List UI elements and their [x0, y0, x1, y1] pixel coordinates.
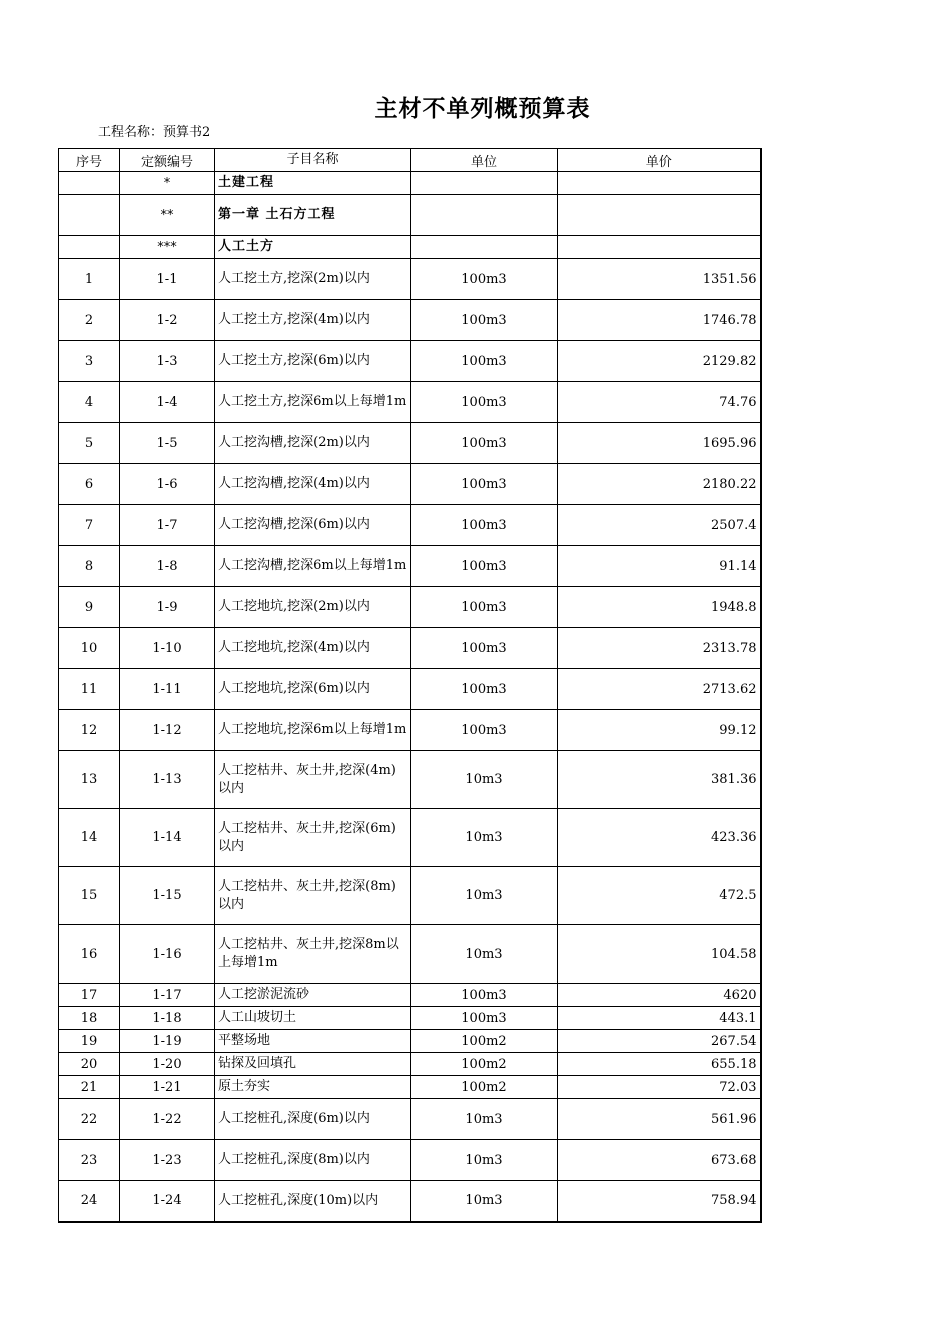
header-price: 单价 [558, 149, 761, 172]
row-price: 758.94 [558, 1181, 761, 1222]
table-row [59, 587, 761, 628]
row-code: 1-6 [120, 464, 215, 505]
table-row [59, 464, 761, 505]
row-price: 423.36 [558, 809, 761, 867]
row-name: 人工挖桩孔,深度(8m)以内 [215, 1140, 411, 1181]
row-name: 人工挖沟槽,挖深6m以上每增1m [215, 546, 411, 587]
row-price: 74.76 [558, 382, 761, 423]
row-no: 22 [59, 1099, 120, 1140]
row-no: 3 [59, 341, 120, 382]
row-unit: 100m3 [411, 423, 558, 464]
row-code: 1-22 [120, 1099, 215, 1140]
row-code: 1-11 [120, 669, 215, 710]
row-code: 1-8 [120, 546, 215, 587]
project-name: 工程名称：预算书2 [98, 125, 211, 140]
row-price: 2713.62 [558, 669, 761, 710]
table-row [59, 925, 761, 984]
row-unit: 100m3 [411, 1007, 558, 1030]
row-unit: 10m3 [411, 1099, 558, 1140]
row-unit: 100m2 [411, 1053, 558, 1076]
header-unit: 单位 [411, 149, 558, 172]
row-no: 19 [59, 1030, 120, 1053]
row-name: 人工挖枯井、灰土井,挖深(8m)以内 [215, 867, 411, 925]
row-no: 17 [59, 984, 120, 1007]
row-price: 561.96 [558, 1099, 761, 1140]
row-code: 1-1 [120, 259, 215, 300]
row-no: 7 [59, 505, 120, 546]
row-price: 267.54 [558, 1030, 761, 1053]
row-no: 11 [59, 669, 120, 710]
row-unit: 100m3 [411, 710, 558, 751]
row-price: 673.68 [558, 1140, 761, 1181]
table-row [59, 1076, 761, 1099]
row-unit: 10m3 [411, 751, 558, 809]
row-no: 6 [59, 464, 120, 505]
row-price: 1695.96 [558, 423, 761, 464]
table-row [59, 1140, 761, 1181]
row-unit: 100m3 [411, 464, 558, 505]
table-row [59, 1099, 761, 1140]
row-code: 1-14 [120, 809, 215, 867]
row-price: 2507.4 [558, 505, 761, 546]
table-row [59, 628, 761, 669]
row-price: 443.1 [558, 1007, 761, 1030]
page-title: 主材不单列概预算表 [374, 96, 591, 122]
row-unit: 100m3 [411, 300, 558, 341]
row-name: 人工挖枯井、灰土井,挖深8m以上每增1m [215, 925, 411, 984]
row-price: 1948.8 [558, 587, 761, 628]
row-no: 10 [59, 628, 120, 669]
table-row [59, 1181, 761, 1222]
row-code: 1-3 [120, 341, 215, 382]
table-row [59, 1030, 761, 1053]
row-no: 16 [59, 925, 120, 984]
section-name: 土建工程 [215, 172, 411, 195]
row-unit: 100m3 [411, 587, 558, 628]
table-row [59, 867, 761, 925]
row-name: 人工山坡切土 [215, 1007, 411, 1030]
row-code: 1-18 [120, 1007, 215, 1030]
row-code: 1-13 [120, 751, 215, 809]
row-no: 13 [59, 751, 120, 809]
table-row [59, 341, 761, 382]
row-code: 1-7 [120, 505, 215, 546]
row-code: 1-23 [120, 1140, 215, 1181]
row-unit: 10m3 [411, 809, 558, 867]
table-row [59, 984, 761, 1007]
row-price: 2129.82 [558, 341, 761, 382]
header-code: 定额编号 [120, 149, 215, 172]
row-unit: 100m3 [411, 546, 558, 587]
row-unit: 100m3 [411, 669, 558, 710]
row-name: 人工挖沟槽,挖深(2m)以内 [215, 423, 411, 464]
row-price: 99.12 [558, 710, 761, 751]
row-no: 12 [59, 710, 120, 751]
section-row [59, 236, 761, 259]
table-row [59, 300, 761, 341]
row-no: 1 [59, 259, 120, 300]
table-row [59, 505, 761, 546]
row-unit: 10m3 [411, 1140, 558, 1181]
row-name: 人工挖沟槽,挖深(4m)以内 [215, 464, 411, 505]
row-unit: 100m3 [411, 259, 558, 300]
row-price: 104.58 [558, 925, 761, 984]
table-row [59, 546, 761, 587]
row-unit: 100m2 [411, 1076, 558, 1099]
row-unit: 10m3 [411, 1181, 558, 1222]
row-unit: 10m3 [411, 867, 558, 925]
budget-table [58, 148, 762, 1223]
row-name: 人工挖地坑,挖深(4m)以内 [215, 628, 411, 669]
section-name: 第一章 土石方工程 [215, 195, 411, 236]
row-code: 1-21 [120, 1076, 215, 1099]
row-name: 人工挖土方,挖深(4m)以内 [215, 300, 411, 341]
row-price: 381.36 [558, 751, 761, 809]
row-name: 人工挖桩孔,深度(6m)以内 [215, 1099, 411, 1140]
row-code: 1-16 [120, 925, 215, 984]
row-code: 1-5 [120, 423, 215, 464]
row-name: 钻探及回填孔 [215, 1053, 411, 1076]
row-name: 平整场地 [215, 1030, 411, 1053]
row-no: 18 [59, 1007, 120, 1030]
row-code: 1-2 [120, 300, 215, 341]
section-code: * [120, 172, 215, 195]
row-unit: 100m3 [411, 341, 558, 382]
header-name: 子目名称 [215, 149, 411, 172]
row-price: 91.14 [558, 546, 761, 587]
row-no: 4 [59, 382, 120, 423]
row-code: 1-17 [120, 984, 215, 1007]
row-no: 8 [59, 546, 120, 587]
row-name: 人工挖淤泥流砂 [215, 984, 411, 1007]
section-row [59, 172, 761, 195]
section-row [59, 195, 761, 236]
row-name: 原土夯实 [215, 1076, 411, 1099]
row-price: 1351.56 [558, 259, 761, 300]
row-no: 2 [59, 300, 120, 341]
row-unit: 100m3 [411, 984, 558, 1007]
row-code: 1-10 [120, 628, 215, 669]
row-name: 人工挖枯井、灰土井,挖深(6m)以内 [215, 809, 411, 867]
row-code: 1-12 [120, 710, 215, 751]
row-no: 20 [59, 1053, 120, 1076]
row-price: 655.18 [558, 1053, 761, 1076]
row-no: 5 [59, 423, 120, 464]
row-unit: 100m3 [411, 628, 558, 669]
table-row [59, 809, 761, 867]
table-row [59, 382, 761, 423]
row-unit: 100m3 [411, 505, 558, 546]
row-no: 21 [59, 1076, 120, 1099]
row-name: 人工挖枯井、灰土井,挖深(4m)以内 [215, 751, 411, 809]
row-price: 2313.78 [558, 628, 761, 669]
row-price: 1746.78 [558, 300, 761, 341]
row-name: 人工挖地坑,挖深6m以上每增1m [215, 710, 411, 751]
row-unit: 10m3 [411, 925, 558, 984]
table-row [59, 423, 761, 464]
row-no: 23 [59, 1140, 120, 1181]
row-price: 72.03 [558, 1076, 761, 1099]
section-code: *** [120, 236, 215, 259]
row-unit: 100m3 [411, 382, 558, 423]
row-no: 24 [59, 1181, 120, 1222]
row-code: 1-9 [120, 587, 215, 628]
row-no: 9 [59, 587, 120, 628]
row-name: 人工挖土方,挖深(6m)以内 [215, 341, 411, 382]
section-name: 人工土方 [215, 236, 411, 259]
row-name: 人工挖地坑,挖深(2m)以内 [215, 587, 411, 628]
row-unit: 100m2 [411, 1030, 558, 1053]
row-name: 人工挖沟槽,挖深(6m)以内 [215, 505, 411, 546]
row-name: 人工挖土方,挖深(2m)以内 [215, 259, 411, 300]
section-code: ** [120, 195, 215, 236]
row-code: 1-15 [120, 867, 215, 925]
row-price: 2180.22 [558, 464, 761, 505]
table-row [59, 710, 761, 751]
table-row [59, 1007, 761, 1030]
row-price: 472.5 [558, 867, 761, 925]
row-no: 15 [59, 867, 120, 925]
row-price: 4620 [558, 984, 761, 1007]
row-code: 1-20 [120, 1053, 215, 1076]
header-no: 序号 [59, 149, 120, 172]
row-code: 1-24 [120, 1181, 215, 1222]
table-row [59, 669, 761, 710]
row-name: 人工挖地坑,挖深(6m)以内 [215, 669, 411, 710]
row-no: 14 [59, 809, 120, 867]
table-row [59, 751, 761, 809]
row-name: 人工挖土方,挖深6m以上每增1m [215, 382, 411, 423]
table-header-row [59, 149, 761, 172]
row-name: 人工挖桩孔,深度(10m)以内 [215, 1181, 411, 1222]
row-code: 1-19 [120, 1030, 215, 1053]
table-row [59, 1053, 761, 1076]
row-code: 1-4 [120, 382, 215, 423]
table-row [59, 259, 761, 300]
